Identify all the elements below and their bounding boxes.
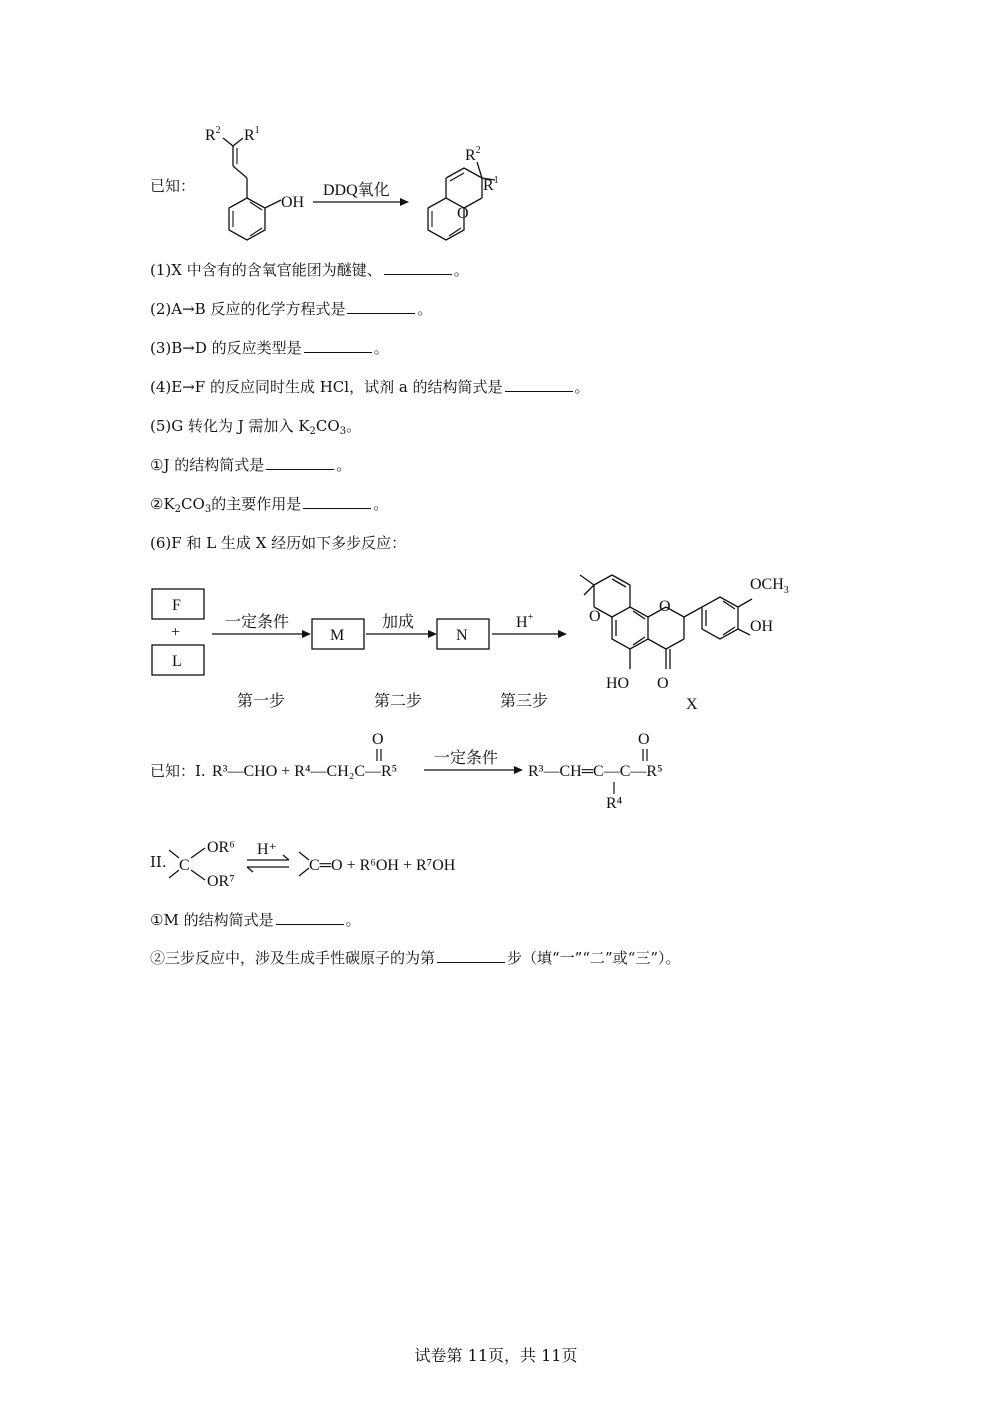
known-I-carbonyl-o-1: O (372, 731, 384, 748)
answer-blank-4[interactable] (505, 377, 573, 392)
svg-text:M: M (330, 627, 345, 644)
question-6-sub-2: ②三步反应中，涉及生成手性碳原子的为第 步（填“一”“二”或“三”）。 (150, 949, 681, 967)
answer-blank-5-1[interactable] (266, 455, 334, 470)
known-II-or7: OR⁷ (207, 873, 235, 890)
known-I-r4: R⁴ (606, 795, 623, 812)
answer-blank-6-1[interactable] (276, 910, 344, 925)
question-4: (4)E→F 的反应同时生成 HCl，试剂 a 的结构简式是 。 (150, 378, 590, 396)
known-I-carbonyl-o-2: O (638, 731, 650, 748)
answer-blank-2[interactable] (347, 299, 415, 314)
ho-label: HO (606, 675, 630, 692)
question-5: (5)G 转化为 J 需加入 $K_2CO_3$。 (150, 417, 362, 437)
ketone-oxygen: O (657, 675, 669, 692)
ddq-reagent: DDQ氧化 (323, 182, 390, 199)
known-label-1: 已知： (150, 177, 196, 195)
condition-3: H+ (516, 612, 534, 631)
step-1-label: 第一步 (237, 693, 286, 710)
question-3: (3)B→D 的反应类型是 。 (150, 339, 389, 357)
plus-sign: + (171, 624, 181, 641)
known-label-2: 已知：I. (150, 762, 206, 780)
question-1: (1)X 中含有的含氧官能团为醚键、 。 (150, 261, 469, 279)
question-5-sub-1: ①J 的结构简式是 。 (150, 456, 352, 474)
answer-blank-5-2[interactable] (303, 494, 371, 509)
step-2-label: 第二步 (374, 693, 423, 710)
x-ring-oxygen-1: O (589, 608, 601, 625)
svg-text:L: L (172, 653, 182, 670)
known-II-product: C═O + R⁶OH + R⁷OH (309, 857, 456, 874)
answer-blank-6-2[interactable] (437, 948, 505, 963)
question-6: (6)F 和 L 生成 X 经历如下多步反应： (150, 534, 407, 552)
och3-label: $OCH_3$ (750, 576, 789, 596)
condition-1: 一定条件 (225, 614, 290, 631)
answer-blank-1[interactable] (384, 260, 452, 275)
r1-label: $R^1$ (244, 125, 260, 144)
known-I-condition: 一定条件 (434, 750, 499, 767)
product-r1-label: $R^1$ (483, 175, 499, 194)
svg-text:F: F (172, 597, 181, 614)
known-II-condition: H⁺ (257, 841, 277, 858)
known-reaction-I-diagram (212, 728, 692, 812)
page-footer: 试卷第 11页，共 11页 (414, 1346, 578, 1365)
answer-blank-3[interactable] (304, 338, 372, 353)
oh-label: OH (281, 194, 305, 211)
known-I-product: R³—CH═C—C—R⁵ (528, 763, 663, 780)
r2-label: $R^2$ (205, 125, 221, 144)
reaction-scheme-6 (140, 565, 820, 720)
known-II-carbon: C (179, 857, 190, 874)
question-2: (2)A→B 反应的化学方程式是 。 (150, 300, 433, 318)
x-ring-oxygen-2: O (659, 598, 671, 615)
known-label-3: II. (150, 853, 167, 871)
product-r2-label: $R^2$ (465, 145, 481, 164)
condition-2: 加成 (382, 614, 415, 631)
product-x-structure (580, 575, 752, 669)
svg-text:N: N (456, 627, 468, 644)
question-5-sub-2: $②K_2CO_3$的主要作用是 。 (150, 495, 389, 515)
known-I-reactants: R³—CHO + R⁴—CH₂C—R⁵ (212, 763, 398, 780)
known-reaction-II-diagram (165, 834, 495, 894)
oh-right-label: OH (750, 618, 774, 635)
step-3-label: 第三步 (500, 693, 549, 710)
known-reaction-1-diagram (195, 118, 505, 253)
question-6-sub-1: ①M 的结构简式是 。 (150, 911, 361, 929)
ring-oxygen: O (457, 205, 469, 222)
product-x-label: X (686, 696, 698, 713)
known-II-or6: OR⁶ (207, 839, 235, 856)
